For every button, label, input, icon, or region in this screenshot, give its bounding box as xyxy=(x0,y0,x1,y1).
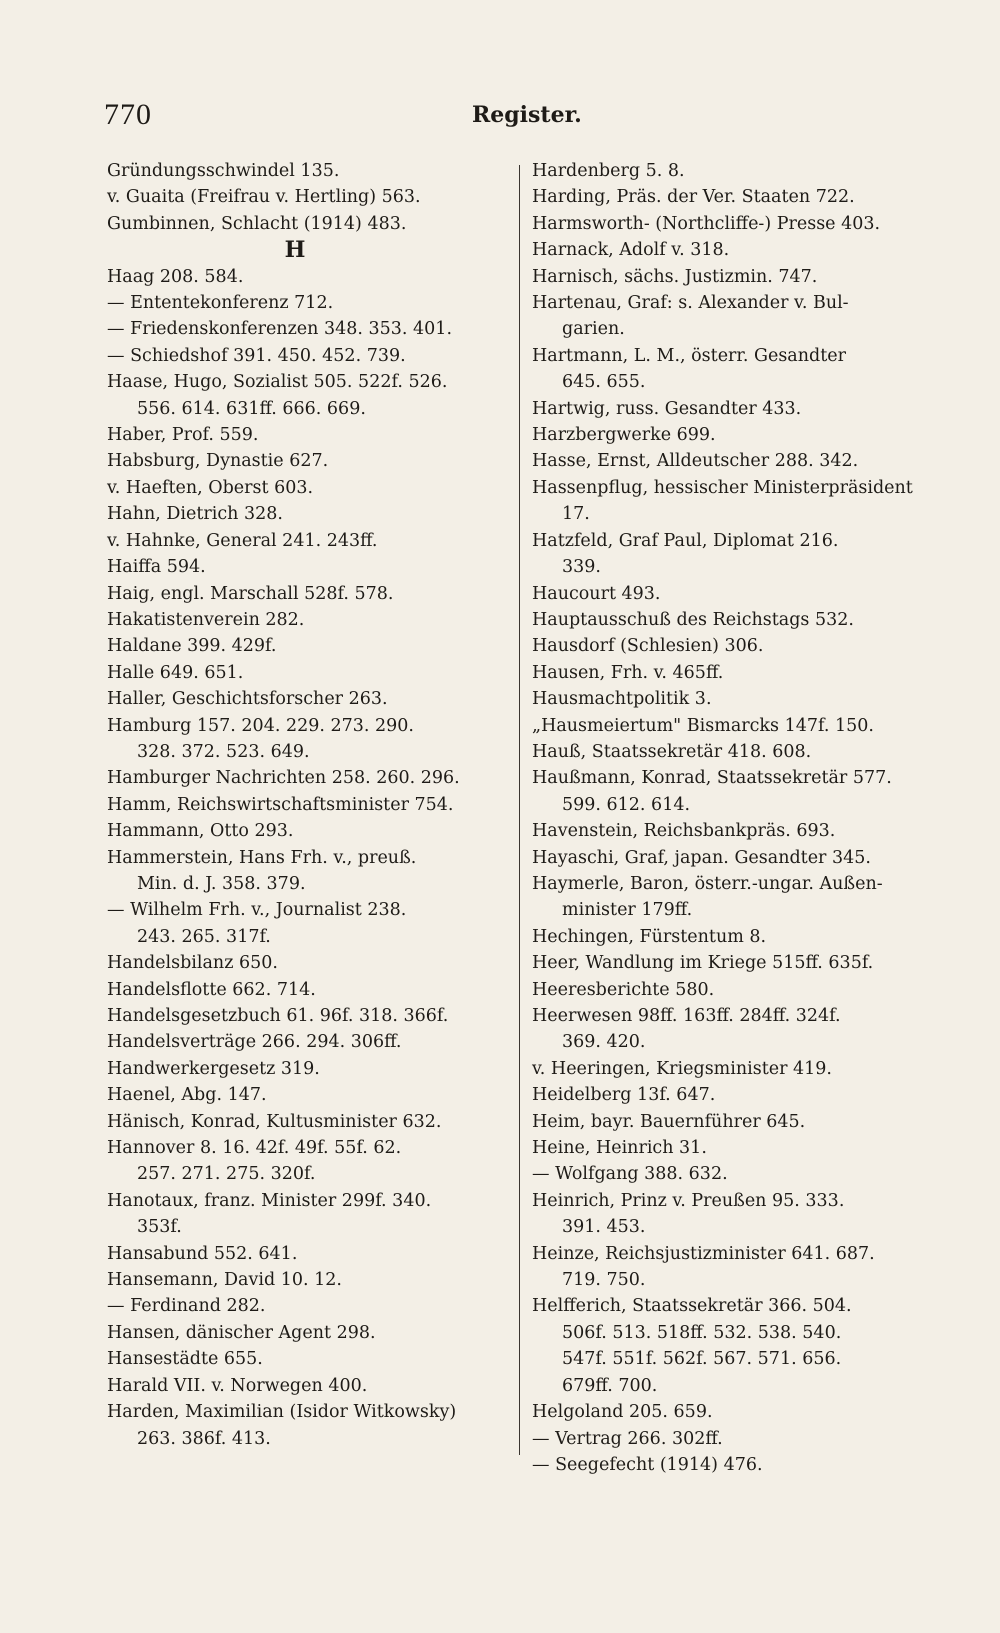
index-entry: Hausen, Frh. v. 465ff. xyxy=(532,662,724,683)
page-header xyxy=(104,98,582,138)
index-entry-continuation: Min. d. J. 358. 379. xyxy=(137,873,306,894)
index-entry-continuation: 645. 655. xyxy=(562,372,646,393)
index-entry: Heer, Wandlung im Kriege 515ff. 635f. xyxy=(532,953,874,974)
index-entry: Hänisch, Konrad, Kultusminister 632. xyxy=(107,1111,442,1132)
index-entry: v. Heeringen, Kriegsminister 419. xyxy=(532,1058,832,1079)
index-entry: Hauß, Staatssekretär 418. 608. xyxy=(532,741,812,762)
index-entry: Harnisch, sächs. Justizmin. 747. xyxy=(532,266,818,287)
index-entry: Hammerstein, Hans Frh. v., preuß. xyxy=(107,847,417,868)
index-entry: Hannover 8. 16. 42f. 49f. 55f. 62. xyxy=(107,1138,402,1159)
index-entry: Hamburg 157. 204. 229. 273. 290. xyxy=(107,715,414,736)
column-divider xyxy=(519,165,520,1455)
index-entry: Heerwesen 98ff. 163ff. 284ff. 324f. xyxy=(532,1006,841,1026)
index-entry: Handelsverträge 266. 294. 306ff. xyxy=(107,1032,402,1053)
index-entry: Hammann, Otto 293. xyxy=(107,821,294,842)
index-entry-continuation: 263. 386f. 413. xyxy=(137,1428,271,1449)
index-entry: Helfferich, Staatssekretär 366. 504. xyxy=(532,1296,852,1317)
index-entry: Hechingen, Fürstentum 8. xyxy=(532,926,767,947)
index-entry-continuation: garien. xyxy=(562,319,625,340)
index-entry-continuation: 243. 265. 317f. xyxy=(137,926,271,947)
index-entry: Heeresberichte 580. xyxy=(532,979,715,1000)
index-entry: Halle 649. 651. xyxy=(107,662,244,683)
index-entry: Haußmann, Konrad, Staatssekretär 577. xyxy=(532,768,892,789)
index-entry: Hahn, Dietrich 328. xyxy=(107,504,283,525)
index-entry: Hamm, Reichswirtschaftsminister 754. xyxy=(107,794,454,815)
index-entry: Hamburger Nachrichten 258. 260. 296. xyxy=(107,768,460,789)
index-entry: Hardenberg 5. 8. xyxy=(532,161,685,181)
index-entry: Haig, engl. Marschall 528f. 578. xyxy=(107,583,394,604)
index-entry: Hanotaux, franz. Minister 299f. 340. xyxy=(107,1190,432,1211)
index-entry: Hartmann, L. M., österr. Gesandter xyxy=(532,345,846,366)
index-entry: Hakatistenverein 282. xyxy=(107,609,305,630)
index-entry: — Ferdinand 282. xyxy=(107,1296,266,1317)
index-entry: Hatzfeld, Graf Paul, Diplomat 216. xyxy=(532,530,839,551)
index-entry-continuation: 391. 453. xyxy=(562,1217,646,1238)
index-entry: Harnack, Adolf v. 318. xyxy=(532,240,730,261)
index-column-left xyxy=(107,158,507,1452)
index-entry-continuation: 339. xyxy=(562,557,601,578)
index-entry: v. Guaita (Freifrau v. Hertling) 563. xyxy=(107,187,421,208)
index-entry-continuation: 328. 372. 523. 649. xyxy=(137,741,310,762)
index-entry: v. Hahnke, General 241. 243ff. xyxy=(107,530,378,551)
index-entry: — Friedenskonferenzen 348. 353. 401. xyxy=(107,319,453,340)
index-entry: Handwerkergesetz 319. xyxy=(107,1058,320,1079)
running-head: Register. xyxy=(472,102,582,128)
index-entry: Hassenpflug, hessischer Ministerpräsident xyxy=(532,477,913,498)
index-entry: Heinze, Reichsjustizminister 641. 687. xyxy=(532,1243,875,1264)
index-entry: — Ententekonferenz 712. xyxy=(107,293,334,314)
index-column-right xyxy=(532,158,942,1478)
index-entry: Handelsflotte 662. 714. xyxy=(107,979,316,1000)
index-entry: — Wilhelm Frh. v., Journalist 238. xyxy=(107,900,407,921)
index-entry-continuation: 679ff. 700. xyxy=(562,1375,658,1396)
index-entry: Haber, Prof. 559. xyxy=(107,425,259,446)
index-entry: Hansemann, David 10. 12. xyxy=(107,1270,342,1291)
index-entry: Hansabund 552. 641. xyxy=(107,1243,298,1264)
index-entry: Harmsworth- (Northcliffe-) Presse 403. xyxy=(532,213,881,234)
index-entry-continuation: 17. xyxy=(562,504,590,525)
index-entry-continuation: 257. 271. 275. 320f. xyxy=(137,1164,316,1185)
index-entry: Hayaschi, Graf, japan. Gesandter 345. xyxy=(532,847,871,868)
index-entry: Haenel, Abg. 147. xyxy=(107,1085,267,1106)
index-entry: Harding, Präs. der Ver. Staaten 722. xyxy=(532,187,855,208)
index-entry: Havenstein, Reichsbankpräs. 693. xyxy=(532,821,836,842)
index-entry: Haag 208. 584. xyxy=(107,266,244,287)
index-entry: Haucourt 493. xyxy=(532,583,661,604)
index-entry: Harden, Maximilian (Isidor Witkowsky) xyxy=(107,1402,457,1423)
index-entry: Heim, bayr. Bauernführer 645. xyxy=(532,1111,806,1132)
index-entry-continuation: 599. 612. 614. xyxy=(562,794,691,815)
index-entry: Hansen, dänischer Agent 298. xyxy=(107,1322,376,1343)
index-entry: — Wolfgang 388. 632. xyxy=(532,1164,728,1185)
index-entry: Handelsgesetzbuch 61. 96f. 318. 366f. xyxy=(107,1006,449,1026)
index-entry-continuation: 547f. 551f. 562f. 567. 571. 656. xyxy=(562,1349,842,1370)
index-entry: Hauptausschuß des Reichstags 532. xyxy=(532,609,854,630)
index-entry-continuation: 506f. 513. 518ff. 532. 538. 540. xyxy=(562,1322,842,1343)
index-entry: Hausmachtpolitik 3. xyxy=(532,689,712,710)
index-entry: Handelsbilanz 650. xyxy=(107,953,278,974)
index-entry: Gumbinnen, Schlacht (1914) 483. xyxy=(107,213,407,234)
index-entry-continuation: minister 179ff. xyxy=(562,900,693,921)
index-entry: Haiffa 594. xyxy=(107,557,206,578)
index-entry: Habsburg, Dynastie 627. xyxy=(107,451,329,472)
index-entry: v. Haeften, Oberst 603. xyxy=(107,477,314,498)
index-entry: Haldane 399. 429f. xyxy=(107,636,277,657)
page-number: 770 xyxy=(104,98,152,131)
index-entry: — Seegefecht (1914) 476. xyxy=(532,1454,763,1475)
index-entry-continuation: 719. 750. xyxy=(562,1270,646,1291)
index-entry: Haymerle, Baron, österr.-ungar. Außen- xyxy=(532,873,883,894)
index-entry: Hasse, Ernst, Alldeutscher 288. 342. xyxy=(532,451,859,472)
index-entry: Hausdorf (Schlesien) 306. xyxy=(532,636,764,657)
index-entry: Helgoland 205. 659. xyxy=(532,1402,713,1423)
index-entry: Harald VII. v. Norwegen 400. xyxy=(107,1375,368,1396)
index-entry: Hartenau, Graf: s. Alexander v. Bul- xyxy=(532,293,849,314)
index-entry: Haller, Geschichtsforscher 263. xyxy=(107,689,388,710)
index-entry: „Hausmeiertum" Bismarcks 147f. 150. xyxy=(532,715,874,736)
index-entry: Harzbergwerke 699. xyxy=(532,425,716,446)
index-entry: Haase, Hugo, Sozialist 505. 522f. 526. xyxy=(107,372,448,393)
index-entry: Hartwig, russ. Gesandter 433. xyxy=(532,398,802,419)
index-entry-continuation: 353f. xyxy=(137,1217,182,1238)
index-entry: — Vertrag 266. 302ff. xyxy=(532,1428,723,1449)
index-entry: Heine, Heinrich 31. xyxy=(532,1138,707,1159)
index-entry-continuation: 369. 420. xyxy=(562,1032,646,1053)
index-entry: Hansestädte 655. xyxy=(107,1349,263,1370)
index-entry: Heidelberg 13f. 647. xyxy=(532,1085,716,1106)
index-entry-continuation: 556. 614. 631ff. 666. 669. xyxy=(137,398,366,419)
index-entry: — Schiedshof 391. 450. 452. 739. xyxy=(107,345,406,366)
index-entry: Gründungsschwindel 135. xyxy=(107,161,340,181)
index-entry: Heinrich, Prinz v. Preußen 95. 333. xyxy=(532,1190,845,1211)
letter-heading: H xyxy=(284,237,306,264)
